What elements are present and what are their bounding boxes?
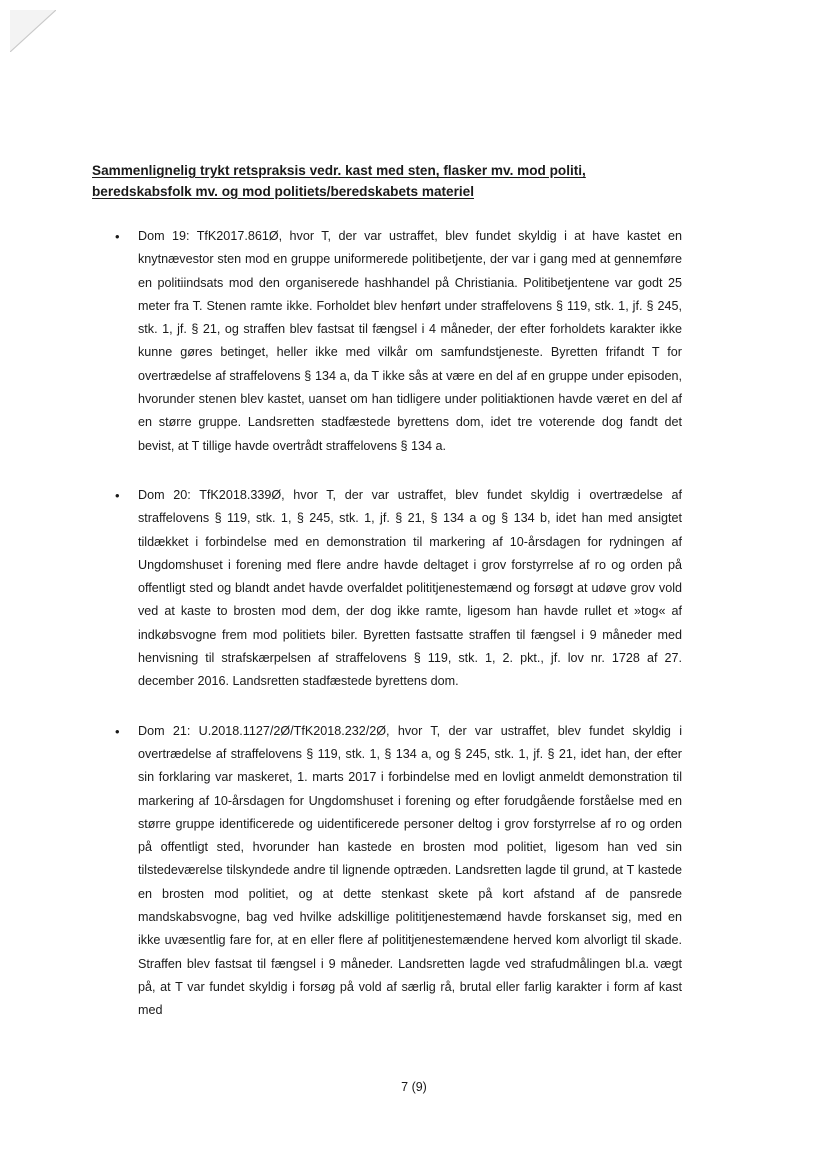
bullet-icon: •: [115, 487, 120, 503]
bullet-icon: •: [115, 229, 120, 244]
page-corner-fold: [10, 10, 56, 52]
case-item-21: [92, 720, 682, 1023]
case-text: Dom 19: TfK2017.861Ø, hvor T, der var ustraffet, blev fundet skyldig i at have kastet en knytnævestor sten mod en gruppe uniformerede politibetjente, der var i gang med at gennemføre en politiindsats mod den organiserede hashhandel på Christiania. Politibetjentene var godt 25 meter fra T. Stenen ramte ikke. Forholdet blev henført under straffelovens § 119, stk. 1, jf. § 245, stk. 1, jf. § 21, og straffen blev fastsat til fængsel i 4 måneder, der efter forholdets karakter ikke kunne gøres betinget, heller ikke med vilkår om samfundstjeneste. Byretten frifandt T for overtrædelse af straffelovens § 134 a, da T ikke sås at være en del af en gruppe under episoden, hvorunder stenen blev kastet, uanset om han tidligere under politiaktionen havde været en del af en større gruppe. Landsretten stadfæstede byrettens dom, idet tre voterende dog fandt det bevist, at T tillige havde overtrådt straffelovens § 134 a.: [138, 229, 682, 453]
case-text: Dom 21: U.2018.1127/2Ø/TfK2018.232/2Ø, hvor T, der var ustraffet, blev fundet skyldig i overtrædelse af straffelovens § 119, stk. 1, § 134 a, og § 245, stk. 1, jf. § 21, idet han, der efter sin forklaring var maskeret, 1. marts 2017 i forbindelse med en lovligt anmeldt demonstration til markering af 10-årsdagen for Ungdomshuset i forening og efter forudgående forståelse med en større gruppe identificerede og uidentificerede personer deltog i grov forstyrrelse af ro og orden på offentligt sted, hvorunder han kastede en brosten mod politiet, ligesom han ved sin tilstedeværelse tilskyndede andre til lignende optræden. Landsretten lagde til grund, at T kastede en brosten mod politiet, og at dette stenkast skete på kort afstand af de pansrede mandskabsvogne, bag ved hvilke adskillige polititjenestemænd havde forskanset sig, med en ikke uvæsentlig fare for, at en eller flere af polititjenestemændene herved kom alvorligt til skade. Straffen blev fastsat til fængsel i 9 måneder. Landsretten lagde ved strafudmålingen bl.a. vægt på, at T var fundet skyldig i forsøg på vold af særlig rå, brutal eller farlig karakter i form af kast med: [138, 723, 682, 1018]
case-item-20: [92, 484, 682, 694]
case-text: Dom 20: TfK2018.339Ø, hvor T, der var ustraffet, blev fundet skyldig i overtrædelse af straffelovens § 119, stk. 1, § 245, stk. 1, jf. § 21, § 134 a og § 134 b, idet han med ansigtet tildækket i forbindelse med en demonstration til markering af 10-årsdagen for rydningen af Ungdomshuset i forening med flere andre havde deltaget i grov forstyrrelse af ro og orden på offentligt sted og blandt andet havde overfaldet polititjenestemænd og forsøgt at udøve grov vold ved at kaste to brosten mod dem, der dog ikke ramte, ligesom han havde rullet et »tog« af indkøbsvogne frem mod politiets biler. Byretten fastsatte straffen til fængsel i 9 måneder med henvisning til strafskærpelsen af straffelovens § 119, stk. 1, 2. pkt., jf. lov nr. 1728 af 27. december 2016. Landsretten stadfæstede byrettens dom.: [138, 487, 682, 689]
page-number: 7 (9): [401, 1080, 427, 1094]
bullet-icon: •: [115, 723, 120, 739]
page-title: Sammenlignelig trykt retspraksis vedr. kast med sten, flasker mv. mod politi, beredskabsfolk mv. og mod politiets/beredskabets materiel: [92, 163, 586, 199]
case-list: [92, 225, 682, 1049]
case-item-19: [92, 225, 682, 458]
